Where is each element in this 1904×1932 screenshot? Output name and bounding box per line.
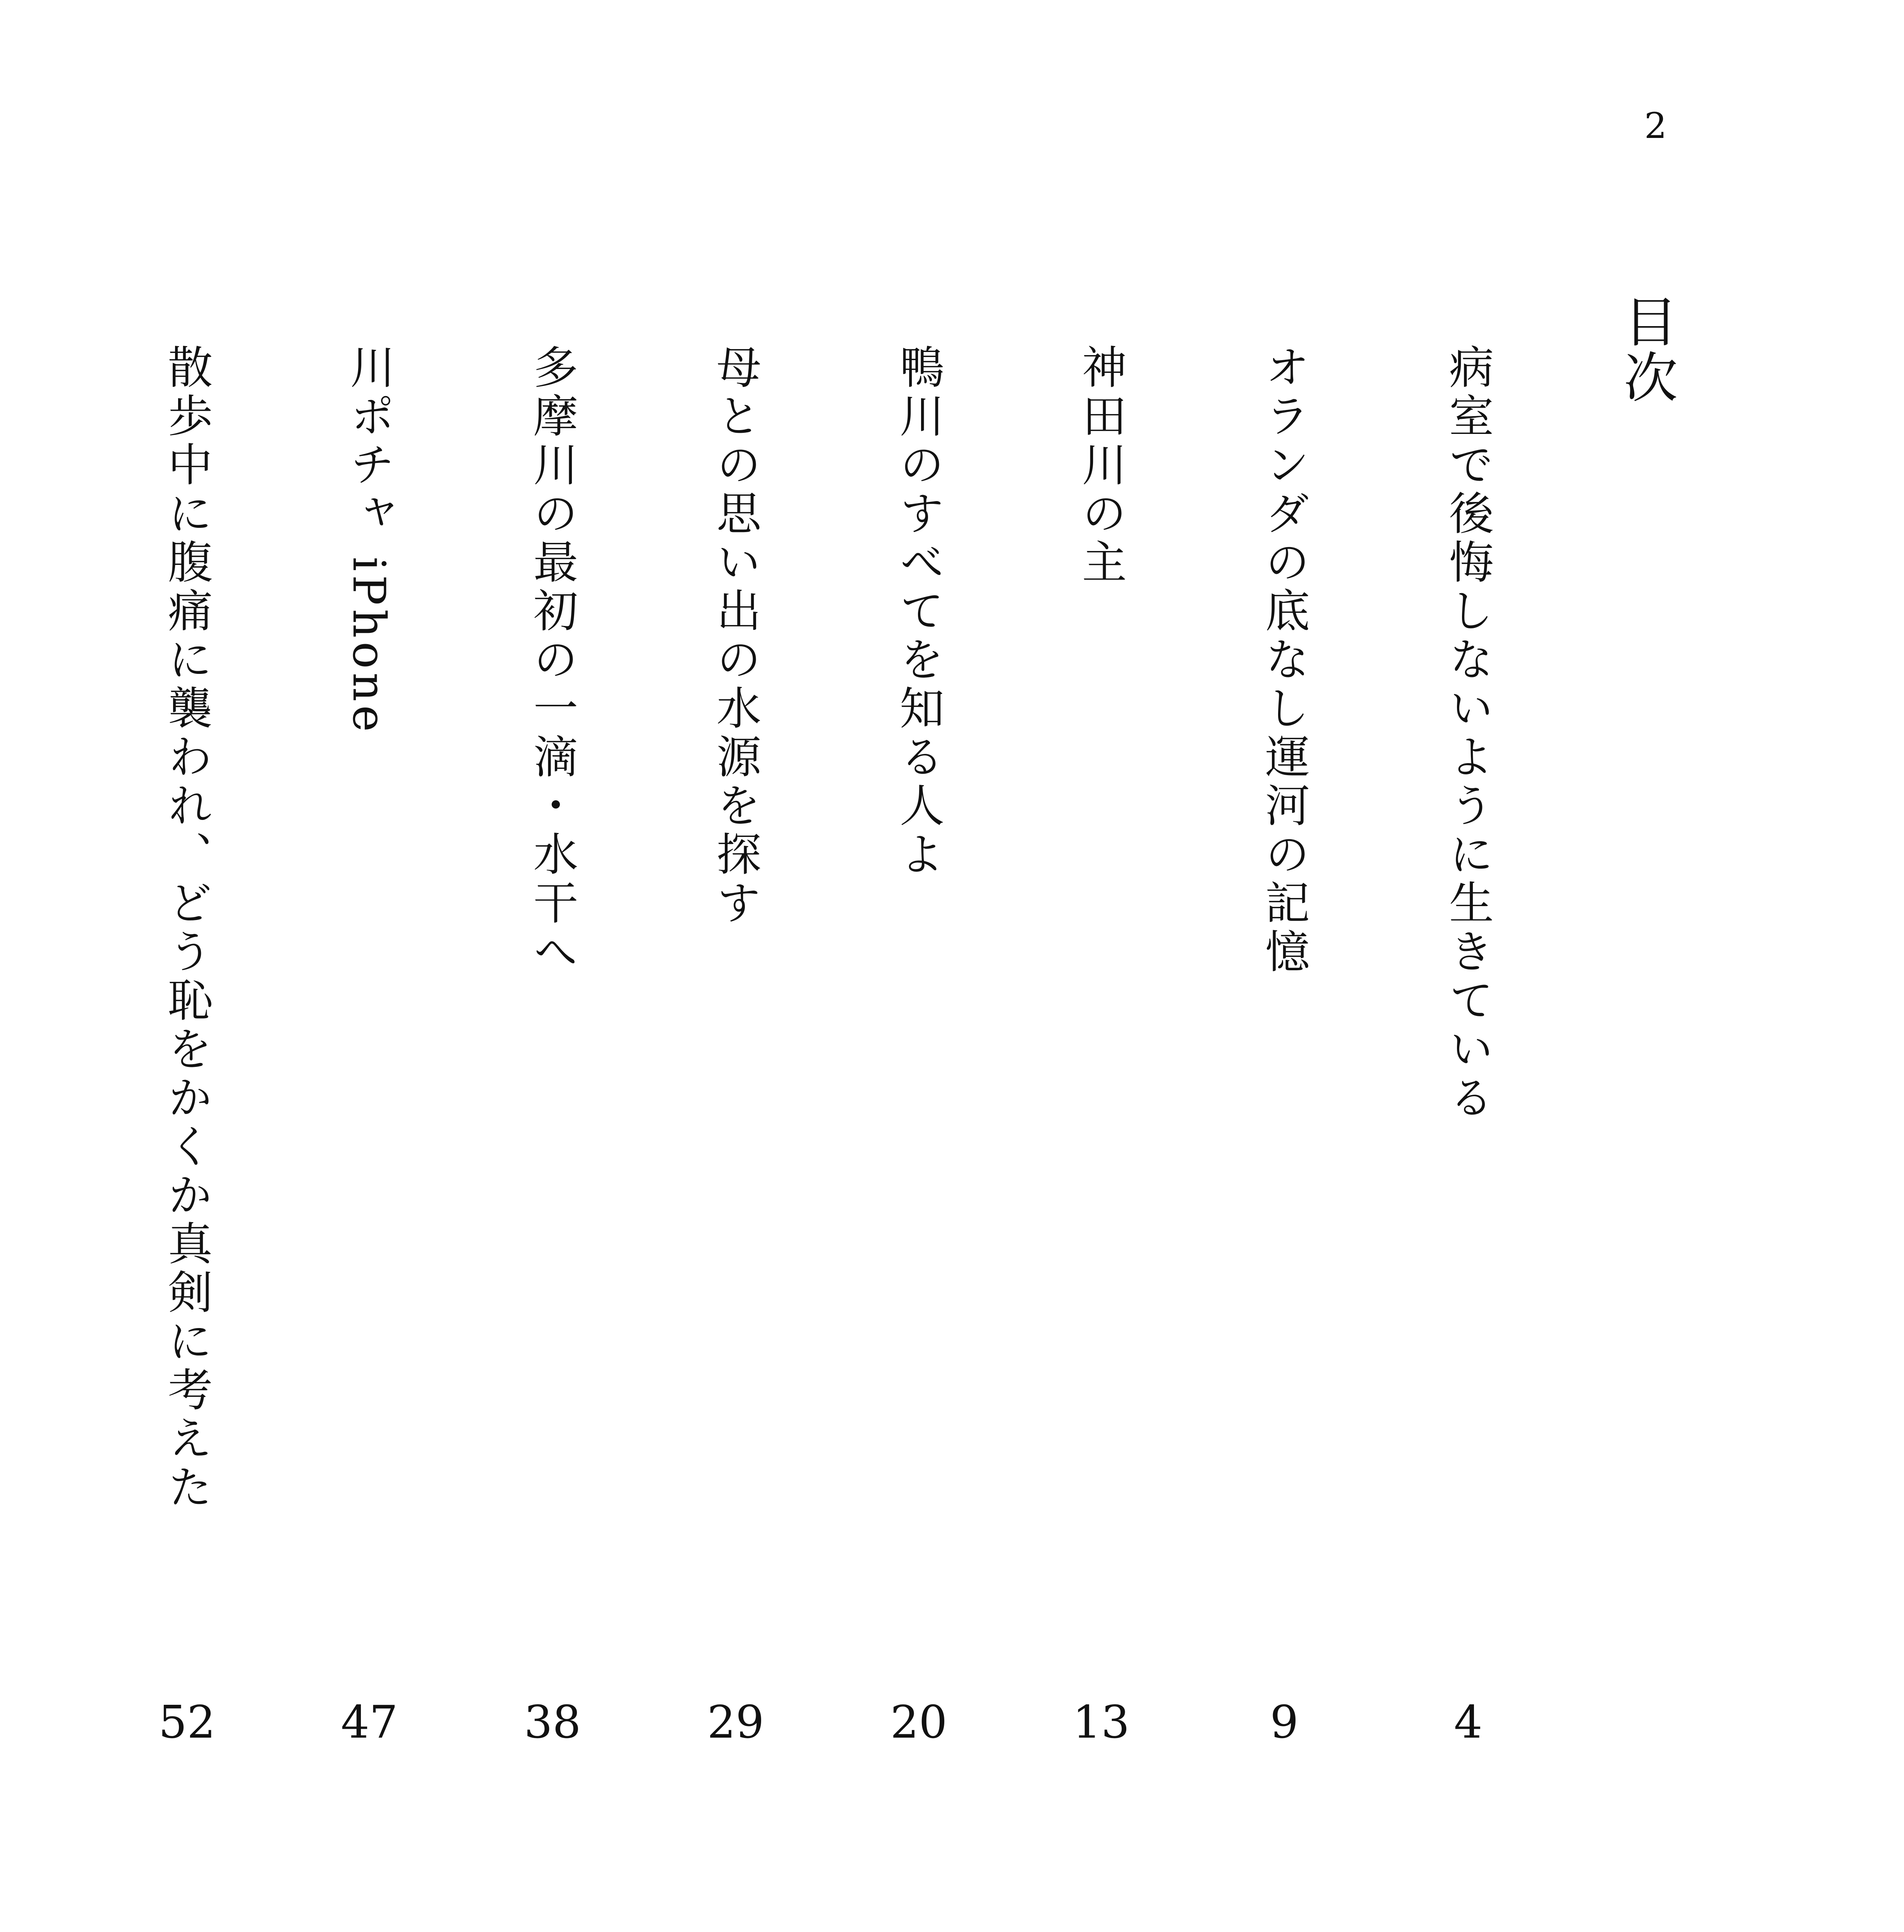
page-number: 2	[1644, 105, 1667, 146]
toc-entry-page[interactable]: 9	[1270, 1696, 1299, 1748]
toc-entry-page[interactable]: 29	[707, 1696, 764, 1748]
toc-entry-page[interactable]: 47	[341, 1696, 398, 1748]
toc-entry-title[interactable]: 鴨川のすべてを知る人よ	[892, 344, 944, 879]
toc-entry-title[interactable]: 神田川の主	[1074, 344, 1127, 587]
toc-entry-page[interactable]: 52	[158, 1696, 216, 1748]
toc-entry-title[interactable]: 川ポチャ iPhone	[343, 344, 395, 736]
toc-title: 目次	[1615, 294, 1678, 405]
toc-entry-page[interactable]: 20	[890, 1696, 947, 1748]
toc-entry-title[interactable]: 母との思い出の水源を探す	[709, 344, 761, 928]
toc-entry-title[interactable]: オランダの底なし運河の記憶	[1258, 344, 1310, 977]
toc-entry-title[interactable]: 多摩川の最初の一滴・水干へ	[526, 344, 578, 977]
toc-entry-page[interactable]: 4	[1454, 1696, 1482, 1748]
toc-entry-page[interactable]: 13	[1073, 1696, 1130, 1748]
toc-entry-title[interactable]: 病室で後悔しないように生きている	[1442, 344, 1494, 1123]
toc-entry-title[interactable]: 散歩中に腹痛に襲われ、どう恥をかくか真剣に考えた	[160, 344, 212, 1512]
toc-entry-page[interactable]: 38	[524, 1696, 581, 1748]
